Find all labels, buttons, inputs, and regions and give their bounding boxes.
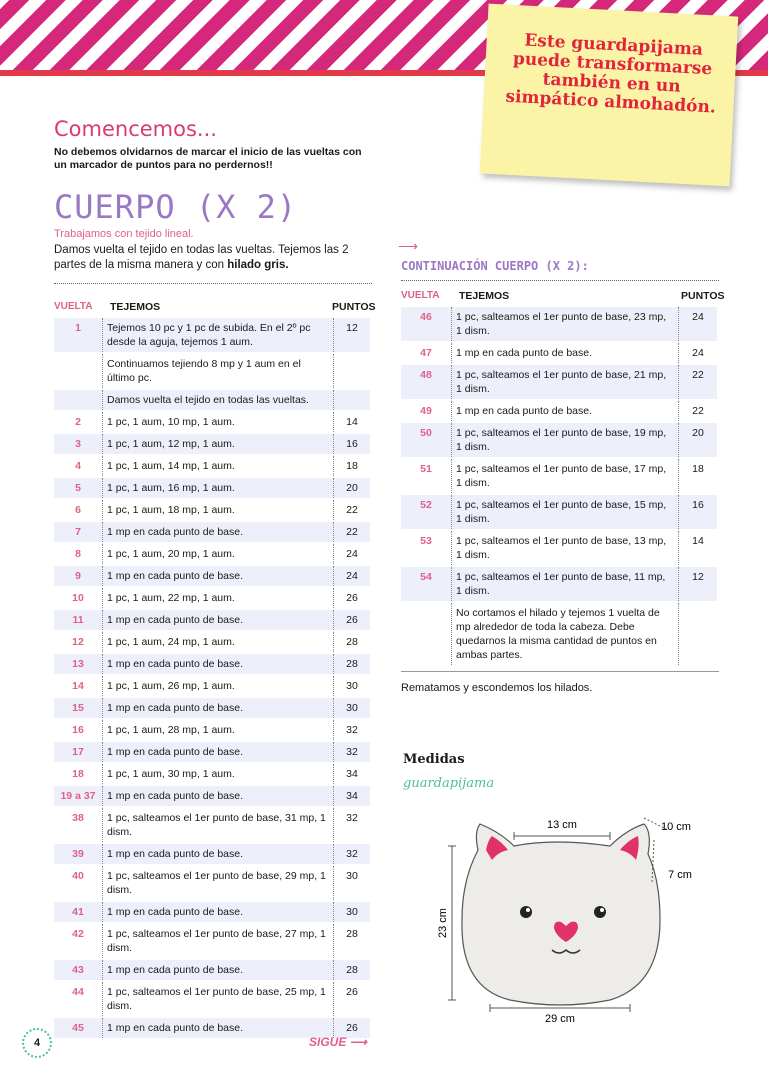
row-vuelta: 9	[54, 566, 102, 586]
row-puntos: 26	[334, 610, 370, 630]
dim-ear-width: 10 cm	[661, 821, 691, 833]
row-tejemos: Tejemos 10 pc y 1 pc de subida. En el 2º pc desde la aguja, tejemos 1 aum.	[102, 318, 334, 352]
left-table-body	[54, 318, 372, 1038]
table-row	[401, 307, 719, 341]
dim-top-width: 13 cm	[547, 819, 577, 831]
row-puntos	[679, 603, 717, 665]
row-puntos: 26	[346, 592, 358, 604]
table-row	[54, 902, 372, 922]
row-puntos	[334, 390, 370, 410]
row-puntos: 12	[334, 318, 370, 352]
row-vuelta: 3	[54, 434, 102, 454]
dim-ear-height: 7 cm	[668, 869, 692, 881]
row-tejemos: 1 pc, 1 aum, 12 mp, 1 aum.	[102, 434, 334, 454]
left-table	[54, 283, 376, 1040]
row-tejemos: 1 pc, salteamos el 1er punto de base, 13 mp, 1 dism.	[451, 531, 679, 565]
cuerpo-subtitle: Trabajamos con tejido lineal.	[54, 228, 194, 240]
row-vuelta: 39	[54, 844, 102, 864]
page-number: 4	[22, 1028, 52, 1058]
row-tejemos: 1 pc, salteamos el 1er punto de base, 11 mp, 1 dism.	[451, 567, 679, 601]
header-vuelta: VUELTA	[401, 290, 440, 301]
row-tejemos: 1 pc, salteamos el 1er punto de base, 23 mp, 1 dism.	[451, 307, 679, 341]
row-vuelta: 11	[54, 610, 102, 630]
row-tejemos: 1 pc, 1 aum, 26 mp, 1 aum.	[102, 676, 334, 696]
row-vuelta: 38	[72, 812, 84, 824]
row-vuelta: 8	[75, 548, 81, 560]
row-puntos: 16	[334, 434, 370, 454]
cat-eye-left-icon	[520, 906, 532, 918]
row-tejemos: 1 mp en cada punto de base.	[102, 522, 334, 542]
table-row	[54, 982, 372, 1016]
row-puntos: 24	[692, 347, 704, 359]
row-puntos: 22	[679, 365, 717, 399]
row-puntos: 28	[346, 636, 358, 648]
table-row	[54, 676, 372, 696]
row-tejemos: 1 mp en cada punto de base.	[102, 566, 334, 586]
cuerpo-instructions	[54, 243, 374, 273]
row-vuelta: 43	[54, 960, 102, 980]
row-puntos: 30	[334, 902, 370, 922]
row-vuelta: 42	[72, 928, 84, 940]
row-puntos: 30	[346, 870, 358, 882]
row-vuelta: 47	[420, 347, 432, 359]
row-tejemos: 1 mp en cada punto de base.	[451, 343, 679, 363]
row-puntos: 22	[692, 405, 704, 417]
row-puntos: 18	[692, 463, 704, 475]
row-vuelta: 18	[72, 768, 84, 780]
row-puntos: 28	[346, 928, 358, 940]
row-puntos: 30	[346, 680, 358, 692]
row-puntos: 22	[346, 504, 358, 516]
row-puntos: 20	[334, 478, 370, 498]
row-tejemos: 1 mp en cada punto de base.	[102, 742, 334, 762]
table-top-rule	[401, 280, 719, 281]
table-row	[54, 412, 372, 432]
row-puntos: 26	[346, 986, 358, 998]
table-row	[54, 960, 372, 980]
comencemos-text: No debemos olvidarnos de marcar el inicio de las vueltas con un marcador de puntos para no perdernos!!	[54, 146, 362, 171]
row-tejemos: 1 mp en cada punto de base.	[102, 698, 334, 718]
row-puntos: 14	[346, 416, 358, 428]
table-row	[54, 866, 372, 900]
row-tejemos: 1 mp en cada punto de base.	[102, 654, 334, 674]
row-vuelta: 15	[54, 698, 102, 718]
row-puntos: 32	[334, 742, 370, 762]
row-puntos: 32	[334, 844, 370, 864]
row-tejemos: 1 pc, 1 aum, 22 mp, 1 aum.	[102, 588, 334, 608]
row-tejemos: 1 mp en cada punto de base.	[102, 610, 334, 630]
row-vuelta: 10	[72, 592, 84, 604]
row-tejemos: 1 pc, 1 aum, 10 mp, 1 aum.	[102, 412, 334, 432]
row-tejemos: 1 mp en cada punto de base.	[102, 1018, 334, 1038]
header-tejemos: TEJEMOS	[459, 290, 510, 302]
row-tejemos: 1 pc, salteamos el 1er punto de base, 31 mp, 1 dism.	[102, 808, 334, 842]
table-row	[401, 459, 719, 493]
row-puntos: 28	[334, 960, 370, 980]
cat-diagram	[430, 810, 700, 1025]
row-puntos: 22	[334, 522, 370, 542]
arrow-icon: ⟶	[398, 238, 419, 254]
table-row	[401, 423, 719, 457]
table-row	[54, 566, 372, 586]
row-vuelta: 46	[401, 307, 451, 341]
row-tejemos: 1 pc, 1 aum, 18 mp, 1 aum.	[102, 500, 334, 520]
row-tejemos: 1 mp en cada punto de base.	[102, 786, 334, 806]
table-row	[54, 698, 372, 718]
row-vuelta: 1	[54, 318, 102, 352]
table-row	[401, 495, 719, 529]
row-vuelta: 13	[54, 654, 102, 674]
cuerpo-title: CUERPO (X 2)	[54, 188, 298, 226]
row-puntos: 28	[334, 654, 370, 674]
right-table-header	[401, 287, 725, 307]
sigue-label: SIGUE	[309, 1035, 347, 1049]
row-vuelta: 52	[401, 495, 451, 529]
row-vuelta	[54, 390, 102, 410]
table-row	[54, 764, 372, 784]
table-row	[54, 456, 372, 476]
row-vuelta: 51	[420, 463, 432, 475]
row-vuelta: 19 a 37	[54, 786, 102, 806]
table-row	[401, 365, 719, 399]
row-tejemos: 1 pc, 1 aum, 24 mp, 1 aum.	[102, 632, 334, 652]
table-row	[54, 434, 372, 454]
row-puntos: 24	[679, 307, 717, 341]
table-row	[54, 720, 372, 740]
table-row	[54, 808, 372, 842]
row-tejemos: 1 mp en cada punto de base.	[451, 401, 679, 421]
row-vuelta: 7	[54, 522, 102, 542]
row-tejemos: 1 pc, salteamos el 1er punto de base, 27 mp, 1 dism.	[102, 924, 334, 958]
row-puntos: 20	[679, 423, 717, 457]
row-tejemos: 1 pc, salteamos el 1er punto de base, 17 mp, 1 dism.	[451, 459, 679, 493]
table-bottom-rule	[401, 671, 719, 672]
comencemos-title: Comencemos...	[54, 117, 217, 141]
continuacion-title: CONTINUACIÓN CUERPO (X 2):	[401, 259, 589, 273]
row-tejemos: 1 pc, 1 aum, 14 mp, 1 aum.	[102, 456, 334, 476]
table-row	[401, 343, 719, 363]
table-row	[54, 478, 372, 498]
table-row	[54, 632, 372, 652]
row-vuelta: 2	[75, 416, 81, 428]
table-row	[54, 318, 372, 352]
medidas-title: Medidas	[403, 752, 465, 767]
row-vuelta: 53	[420, 535, 432, 547]
header-puntos: PUNTOS	[681, 290, 725, 302]
row-tejemos: 1 pc, salteamos el 1er punto de base, 15 mp, 1 dism.	[451, 495, 679, 529]
sigue-link[interactable]	[309, 1035, 367, 1049]
dim-height: 23 cm	[437, 908, 449, 938]
cat-eye-right-icon	[594, 906, 606, 918]
row-tejemos: 1 pc, 1 aum, 20 mp, 1 aum.	[102, 544, 334, 564]
row-vuelta: 12	[72, 636, 84, 648]
row-vuelta	[401, 603, 451, 665]
table-row	[401, 567, 719, 601]
row-tejemos: Damos vuelta el tejido en todas las vueltas.	[102, 390, 334, 410]
row-puntos: 30	[334, 698, 370, 718]
row-vuelta: 49	[420, 405, 432, 417]
row-tejemos: 1 pc, salteamos el 1er punto de base, 19 mp, 1 dism.	[451, 423, 679, 457]
row-vuelta: 54	[401, 567, 451, 601]
row-vuelta: 6	[75, 504, 81, 516]
row-puntos: 34	[334, 786, 370, 806]
row-tejemos: 1 pc, 1 aum, 30 mp, 1 aum.	[102, 764, 334, 784]
table-row	[401, 401, 719, 421]
row-vuelta: 41	[54, 902, 102, 922]
rematamos-text: Rematamos y escondemos los hilados.	[401, 682, 593, 694]
table-row	[54, 610, 372, 630]
table-row	[54, 390, 372, 410]
row-vuelta: 48	[401, 365, 451, 399]
arrow-right-icon: ⟶	[349, 1035, 367, 1049]
header-tejemos: TEJEMOS	[110, 301, 161, 313]
header-puntos: PUNTOS	[332, 301, 376, 313]
row-puntos: 12	[679, 567, 717, 601]
row-vuelta: 5	[54, 478, 102, 498]
table-row	[54, 544, 372, 564]
row-vuelta: 17	[54, 742, 102, 762]
cuerpo-instructions-bold: hilado gris.	[227, 259, 289, 271]
row-vuelta: 4	[75, 460, 81, 472]
sticky-note: Este guardapijama puede transformarse también en un simpático almohadón.	[480, 4, 739, 187]
table-row	[54, 786, 372, 806]
row-puntos: 16	[679, 495, 717, 529]
row-tejemos: 1 pc, salteamos el 1er punto de base, 29 mp, 1 dism.	[102, 866, 334, 900]
table-row	[54, 522, 372, 542]
row-puntos: 32	[346, 724, 358, 736]
row-puntos: 32	[346, 812, 358, 824]
row-tejemos: 1 mp en cada punto de base.	[102, 902, 334, 922]
row-tejemos: 1 pc, salteamos el 1er punto de base, 25 mp, 1 dism.	[102, 982, 334, 1016]
medidas-subtitle: guardapijama	[403, 776, 495, 791]
table-row	[54, 354, 372, 388]
row-vuelta: 16	[72, 724, 84, 736]
table-top-rule	[54, 283, 372, 284]
row-puntos: 14	[692, 535, 704, 547]
left-table-header	[54, 298, 376, 318]
row-vuelta: 40	[72, 870, 84, 882]
table-row	[401, 531, 719, 565]
row-puntos: 26	[334, 1018, 370, 1038]
right-table-body	[401, 307, 719, 665]
row-vuelta: 44	[72, 986, 84, 998]
cuerpo-instructions-text: Damos vuelta el tejido en todas las vueltas. Tejemos las 2 partes de la misma manera y con	[54, 244, 349, 271]
row-tejemos: 1 mp en cada punto de base.	[102, 844, 334, 864]
row-tejemos: 1 pc, salteamos el 1er punto de base, 21 mp, 1 dism.	[451, 365, 679, 399]
dim-bottom-width: 29 cm	[545, 1013, 575, 1025]
table-row	[54, 654, 372, 674]
table-row	[401, 603, 719, 665]
row-tejemos: Continuamos tejiendo 8 mp y 1 aum en el último pc.	[102, 354, 334, 388]
row-puntos	[334, 354, 370, 388]
row-vuelta: 50	[401, 423, 451, 457]
row-puntos: 18	[346, 460, 358, 472]
row-tejemos: 1 pc, 1 aum, 16 mp, 1 aum.	[102, 478, 334, 498]
row-tejemos: No cortamos el hilado y tejemos 1 vuelta de mp alrededor de toda la cabeza. Debe quedarnos la misma cantidad de puntos en ambas partes.	[451, 603, 679, 665]
row-puntos: 24	[334, 566, 370, 586]
row-puntos: 24	[346, 548, 358, 560]
row-vuelta: 45	[54, 1018, 102, 1038]
table-row	[54, 844, 372, 864]
table-row	[54, 924, 372, 958]
header-vuelta: VUELTA	[54, 301, 93, 312]
table-row	[54, 588, 372, 608]
row-vuelta	[54, 354, 102, 388]
row-vuelta: 14	[72, 680, 84, 692]
table-row	[54, 742, 372, 762]
row-tejemos: 1 mp en cada punto de base.	[102, 960, 334, 980]
right-table	[401, 280, 725, 672]
table-row	[54, 500, 372, 520]
row-puntos: 34	[346, 768, 358, 780]
row-tejemos: 1 pc, 1 aum, 28 mp, 1 aum.	[102, 720, 334, 740]
